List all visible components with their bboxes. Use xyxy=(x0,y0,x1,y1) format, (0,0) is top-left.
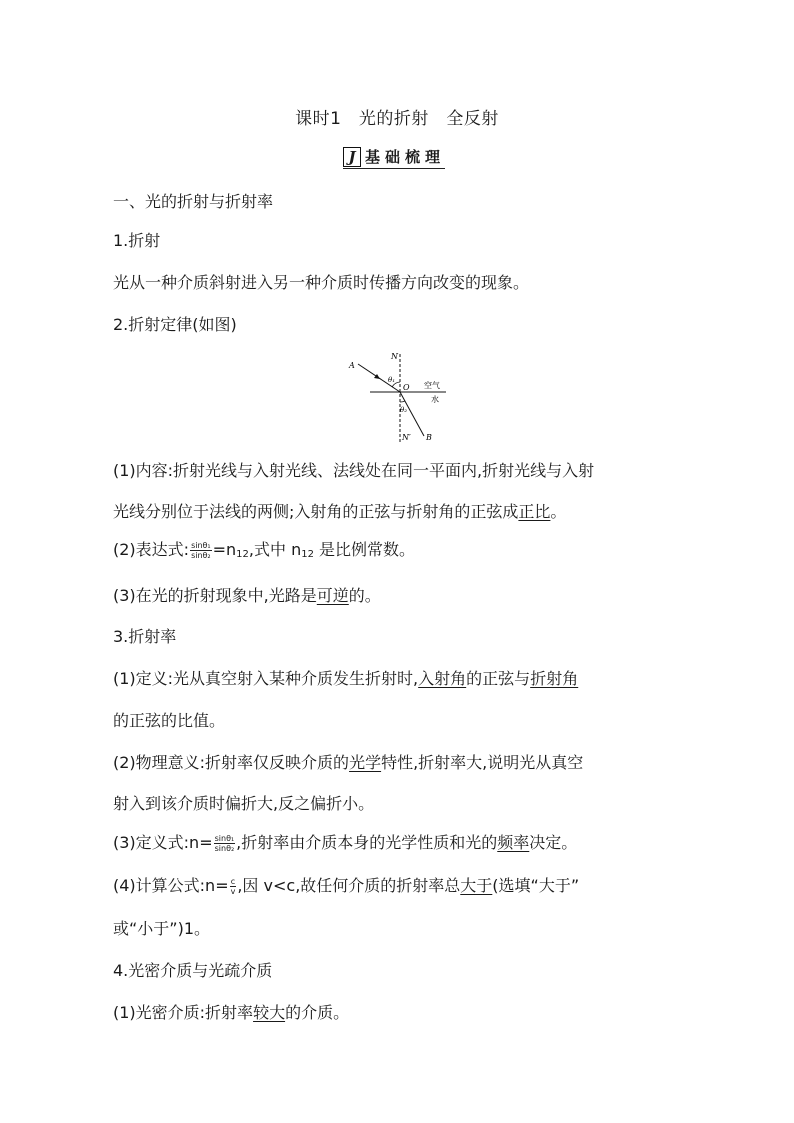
label-theta1: θ₁ xyxy=(388,376,396,384)
subscript: 12 xyxy=(236,549,249,560)
badge-label: 基础梳理 xyxy=(365,148,446,166)
answer-proportional: 正比 xyxy=(518,502,551,521)
calc-label: (4)计算公式:n= xyxy=(113,876,229,895)
sine-ratio-fraction xyxy=(190,541,212,560)
label-theta2: θ₂ xyxy=(400,406,408,414)
fraction-denominator: sinθ₂ xyxy=(214,844,235,853)
defn-label: (3)定义式:n= xyxy=(113,833,213,852)
physical-meaning-line2: 射入到该介质时偏折大,反之偏折小。 xyxy=(113,794,375,813)
defn-text-end: 决定。 xyxy=(529,833,578,852)
refraction-definition: 光从一种介质斜射进入另一种介质时传播方向改变的现象。 xyxy=(113,273,530,292)
answer-greater-than: 大于 xyxy=(460,876,493,895)
expr-text: ,式中 n xyxy=(248,540,302,559)
heading-refractive-index: 3.折射率 xyxy=(113,627,177,646)
page-title: 课时1 光的折射 全反射 xyxy=(295,109,499,129)
label-a: A xyxy=(349,361,355,370)
rev-text: (3)在光的折射现象中,光路是 xyxy=(113,586,317,605)
label-water: 水 xyxy=(431,395,439,404)
index-definition-line2: 的正弦的比值。 xyxy=(113,711,226,730)
calc-text: ,因 v<c,故任何介质的折射率总 xyxy=(237,876,461,895)
answer-incidence-angle: 入射角 xyxy=(418,669,467,688)
label-n-prime: N′ xyxy=(402,433,411,442)
index-definition-line1 xyxy=(113,667,578,691)
defn-text: ,折射率由介质本身的光学性质和光的 xyxy=(236,833,498,852)
law-reversible xyxy=(113,584,381,608)
label-n: N xyxy=(391,352,398,361)
defining-formula xyxy=(113,831,577,855)
refracted-ray xyxy=(400,392,424,436)
law-expression xyxy=(113,538,415,567)
section-heading: 一、光的折射与折射率 xyxy=(113,192,274,211)
law-text: 光线分别位于法线的两侧;入射角的正弦与折射角的正弦成 xyxy=(113,502,519,521)
law-text-end: 。 xyxy=(550,502,567,521)
phys-text: (2)物理意义:折射率仅反映介质的 xyxy=(113,753,350,772)
label-b: B xyxy=(426,433,432,442)
defn-fraction xyxy=(214,834,236,853)
j-badge-icon: J xyxy=(343,147,361,167)
subscript: 12 xyxy=(301,549,314,560)
def-text-mid: 的正弦与 xyxy=(466,669,531,688)
fraction-denominator: v xyxy=(230,887,236,896)
fraction-numerator: c xyxy=(230,877,236,886)
expr-text-end: 是比例常数。 xyxy=(313,540,416,559)
answer-reversible: 可逆 xyxy=(316,586,349,605)
physical-meaning-line1 xyxy=(113,751,583,775)
heading-refraction: 1.折射 xyxy=(113,231,161,250)
def-text: (1)定义:光从真空射入某种介质发生折射时, xyxy=(113,669,419,688)
expr-label: (2)表达式: xyxy=(113,540,190,559)
answer-refraction-angle: 折射角 xyxy=(530,669,579,688)
refraction-diagram xyxy=(340,350,450,446)
dense-text: (1)光密介质:折射率 xyxy=(113,1003,254,1022)
label-o: O xyxy=(403,383,410,392)
expr-equals: =n xyxy=(212,540,237,559)
heading-dense-media: 4.光密介质与光疏介质 xyxy=(113,961,273,980)
calc-formula-line1 xyxy=(113,874,579,898)
section-badge xyxy=(343,146,445,169)
fraction-numerator: sinθ₁ xyxy=(191,541,211,550)
label-air: 空气 xyxy=(424,381,440,390)
dense-medium-definition xyxy=(113,1001,349,1025)
law-content-line1: (1)内容:折射光线与入射光线、法线处在同一平面内,折射光线与入射 xyxy=(113,461,595,480)
fraction-denominator: sinθ₂ xyxy=(191,551,211,560)
answer-larger: 较大 xyxy=(253,1003,286,1022)
answer-frequency: 频率 xyxy=(497,833,530,852)
law-content-line2 xyxy=(113,500,566,524)
calc-formula-line2: 或“小于”)1。 xyxy=(113,919,211,938)
answer-optical: 光学 xyxy=(349,753,382,772)
fraction-numerator: sinθ₁ xyxy=(214,834,235,843)
dense-text-end: 的介质。 xyxy=(285,1003,350,1022)
heading-refraction-law: 2.折射定律(如图) xyxy=(113,315,237,334)
calc-fraction xyxy=(230,877,237,896)
calc-text-end: (选填“大于” xyxy=(492,876,580,895)
phys-text-end: 特性,折射率大,说明光从真空 xyxy=(381,753,584,772)
angle-arc-2 xyxy=(400,401,405,402)
rev-text-end: 的。 xyxy=(348,586,381,605)
